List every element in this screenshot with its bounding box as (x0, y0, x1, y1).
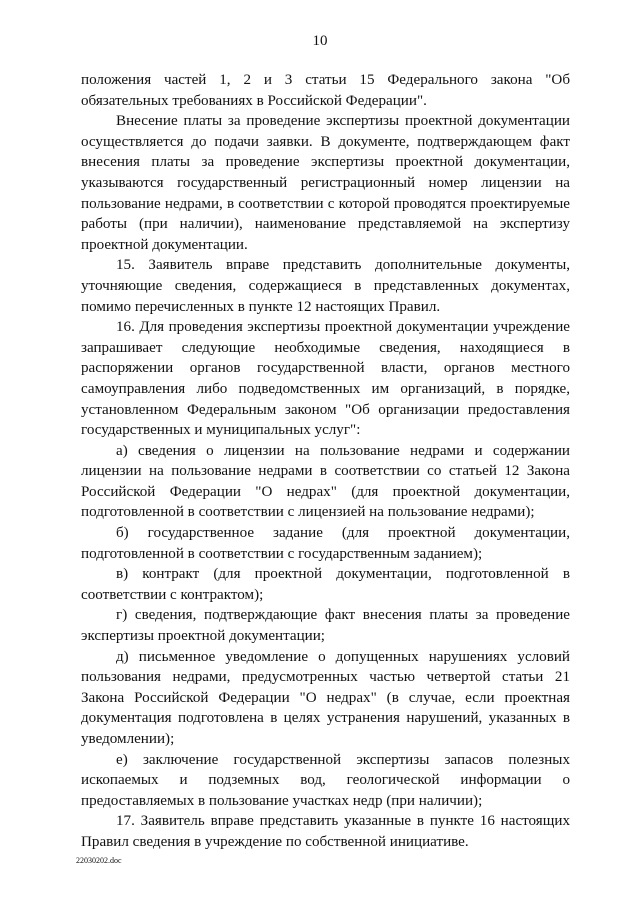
paragraph-17: 17. Заявитель вправе представить указанные в пункте 16 настоящих Правил сведения в учреждение по собственной инициативе. (81, 813, 570, 850)
paragraph-15: 15. Заявитель вправе представить дополнительные документы, уточняющие сведения, содержащиеся в представленных документах, помимо перечисленных в пункте 12 настоящих Правил. (81, 257, 570, 315)
footer-filename: 22030202.doc (76, 856, 122, 865)
paragraph-continuation: положения частей 1, 2 и 3 статьи 15 Федерального закона "Об обязательных требованиях в Российской Федерации". (81, 72, 570, 109)
document-body (81, 70, 570, 853)
page-number: 10 (312, 33, 328, 49)
list-item-e: е) заключение государственной экспертизы запасов полезных ископаемых и подземных вод, геологической информации о предоставляемых в пользование участках недр (при наличии); (81, 751, 570, 809)
list-item-d: д) письменное уведомление о допущенных нарушениях условий пользования недрами, предусмотренных частью четвертой статьи 21 Закона Российской Федерации "О недрах" (в случае, если проектная документация подготовлена в целях устранения нарушений, указанных в уведомлении); (81, 648, 570, 747)
list-item-a: а) сведения о лицензии на пользование недрами и содержании лицензии на пользование недрами в соответствии со статьей 12 Закона Российской Федерации "О недрах" (для проектной документации, подготовленной в соответствии с лицензией на пользование недрами); (81, 442, 570, 521)
paragraph-16: 16. Для проведения экспертизы проектной документации учреждение запрашивает следующие необходимые сведения, находящиеся в распоряжении органов государственной власти, органов местного самоуправления либо подведомственных им организаций, в порядке, установленном Федеральным законом "Об организации предоставления государственных и муниципальных услуг": (81, 319, 570, 439)
list-item-b: б) государственное задание (для проектной документации, подготовленной в соответствии с государственным заданием); (81, 525, 570, 562)
list-item-g: г) сведения, подтверждающие факт внесения платы за проведение экспертизы проектной документации; (81, 607, 570, 645)
list-item-v: в) контракт (для проектной документации, подготовленной в соответствии с контрактом); (81, 566, 570, 603)
paragraph-payment: Внесение платы за проведение экспертизы проектной документации осуществляется до подачи заявки. В документе, подтверждающем факт внесения платы за проведение экспертизы проектной документации, указываются государственный регистрационный номер лицензии на пользование недрами, в соответствии с которой проводятся проектируемые работы (при наличии), наименование представляемой на экспертизу проектной документации. (81, 113, 570, 253)
